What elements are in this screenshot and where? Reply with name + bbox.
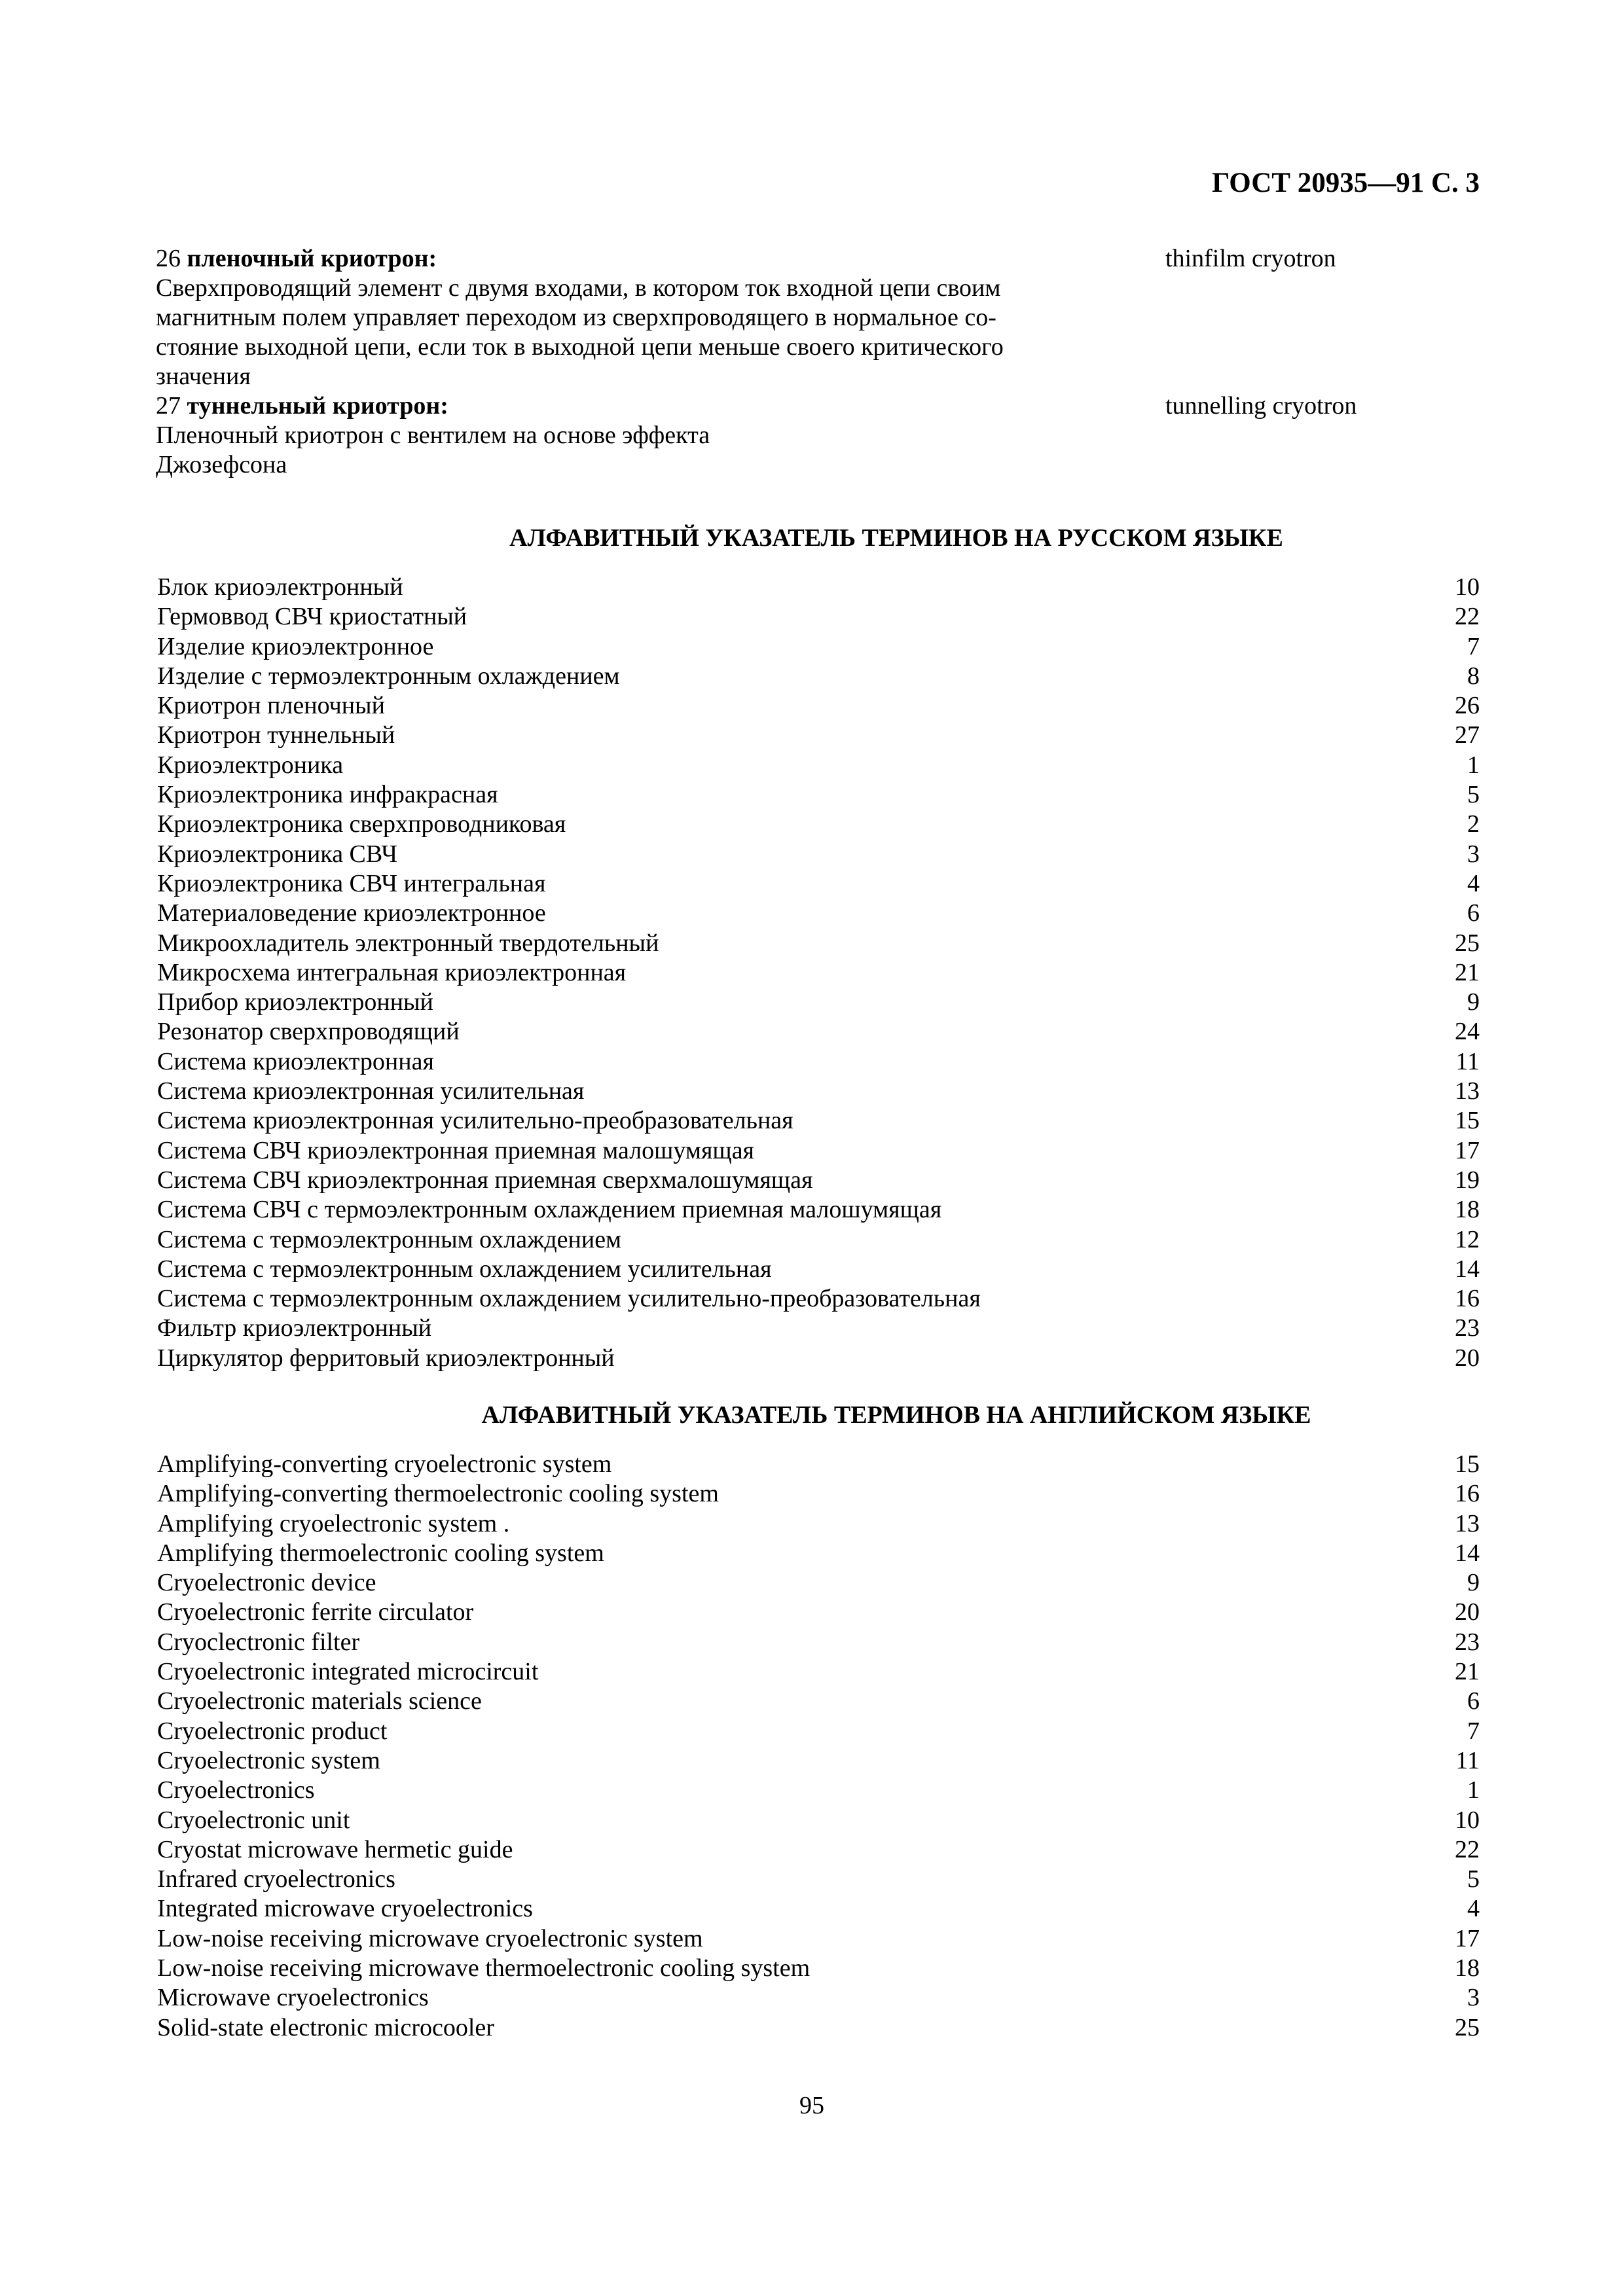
index-term: Low-noise receiving microwave thermoelectronic cooling system bbox=[157, 1954, 811, 1982]
index-number: 21 bbox=[1455, 958, 1480, 986]
english-index-list bbox=[157, 1450, 1480, 2043]
index-entry bbox=[157, 1077, 1480, 1106]
index-term: Система СВЧ криоэлектронная приемная малошумящая bbox=[157, 1136, 755, 1164]
index-term: Микросхема интегральная криоэлектронная bbox=[157, 958, 627, 986]
index-entry bbox=[157, 2013, 1480, 2043]
term-entry-26 bbox=[156, 244, 1216, 391]
index-number: 4 bbox=[1467, 869, 1480, 897]
term-definition-line: Джозефсона bbox=[156, 451, 287, 478]
russian-index-list bbox=[157, 573, 1480, 1373]
index-entry bbox=[157, 899, 1480, 928]
document-header: ГОСТ 20935—91 С. 3 bbox=[1211, 168, 1480, 198]
index-term: Cryostat microwave hermetic guide bbox=[157, 1835, 513, 1863]
index-term: Криоэлектроника СВЧ bbox=[157, 840, 398, 868]
index-entry bbox=[157, 1894, 1480, 1924]
index-number: 10 bbox=[1455, 1806, 1480, 1834]
index-number: 26 bbox=[1455, 692, 1480, 720]
index-number: 2 bbox=[1467, 810, 1480, 838]
index-term: Изделие криоэлектронное bbox=[157, 632, 434, 660]
index-number: 9 bbox=[1467, 1569, 1480, 1597]
index-term: Система СВЧ криоэлектронная приемная сверхмалошумящая bbox=[157, 1166, 813, 1194]
index-term: Криотрон туннельный bbox=[157, 721, 395, 749]
index-entry bbox=[157, 869, 1480, 899]
index-term: Cryoelectronics bbox=[157, 1776, 315, 1804]
index-entry bbox=[157, 1450, 1480, 1479]
term-english-26: thinfilm cryotron bbox=[1165, 245, 1336, 272]
index-entry bbox=[157, 1687, 1480, 1716]
index-entry bbox=[157, 721, 1480, 750]
index-term: Система с термоэлектронным охлаждением bbox=[157, 1225, 622, 1253]
term-english-27: tunnelling cryotron bbox=[1165, 392, 1357, 420]
index-entry bbox=[157, 1017, 1480, 1047]
index-entry bbox=[157, 958, 1480, 988]
index-number: 3 bbox=[1467, 1984, 1480, 2012]
index-entry bbox=[157, 1806, 1480, 1835]
index-term: Криоэлектроника bbox=[157, 751, 344, 779]
index-number: 14 bbox=[1455, 1255, 1480, 1283]
index-term: Cryoelectronic ferrite circulator bbox=[157, 1598, 474, 1626]
index-term: Прибор криоэлектронный bbox=[157, 988, 433, 1016]
index-number: 4 bbox=[1467, 1895, 1480, 1923]
index-term: Изделие с термоэлектронным охлаждением bbox=[157, 662, 620, 690]
index-term: Циркулятор ферритовый криоэлектронный bbox=[157, 1344, 615, 1372]
index-term: Cryoclectronic filter bbox=[157, 1628, 360, 1656]
index-entry bbox=[157, 1568, 1480, 1598]
index-entry bbox=[157, 1865, 1480, 1894]
index-number: 5 bbox=[1467, 1865, 1480, 1893]
index-number: 16 bbox=[1455, 1480, 1480, 1508]
term-heading bbox=[156, 244, 1216, 274]
term-definition-line: Пленочный криотрон с вентилем на основе эффекта bbox=[156, 422, 710, 449]
term-entry-27 bbox=[156, 391, 1216, 480]
index-number: 25 bbox=[1455, 929, 1480, 957]
index-number: 20 bbox=[1455, 1344, 1480, 1372]
index-entry bbox=[157, 1539, 1480, 1568]
index-number: 16 bbox=[1455, 1285, 1480, 1313]
index-entry bbox=[157, 573, 1480, 602]
index-term: Фильтр криоэлектронный bbox=[157, 1314, 432, 1342]
index-term: Криотрон пленочный bbox=[157, 692, 385, 720]
index-number: 1 bbox=[1467, 751, 1480, 779]
index-number: 10 bbox=[1455, 573, 1480, 601]
term-definition-line: Сверхпроводящий элемент с двумя входами, в котором ток входной цепи своим bbox=[156, 274, 1001, 302]
index-term: Amplifying cryoelectronic system . bbox=[157, 1509, 510, 1537]
index-number: 24 bbox=[1455, 1018, 1480, 1046]
index-term: Система криоэлектронная bbox=[157, 1047, 434, 1075]
index-entry bbox=[157, 929, 1480, 958]
index-entry bbox=[157, 1136, 1480, 1166]
index-entry bbox=[157, 691, 1480, 721]
index-number: 6 bbox=[1467, 899, 1480, 927]
index-entry bbox=[157, 1166, 1480, 1195]
index-number: 15 bbox=[1455, 1450, 1480, 1478]
index-entry bbox=[157, 1776, 1480, 1805]
index-term: Криоэлектроника инфракрасная bbox=[157, 781, 498, 809]
index-term: Cryoelectronic product bbox=[157, 1717, 388, 1745]
index-entry bbox=[157, 1344, 1480, 1373]
index-term: Cryoelectronic system bbox=[157, 1746, 380, 1774]
index-number: 23 bbox=[1455, 1628, 1480, 1656]
index-entry bbox=[157, 751, 1480, 780]
index-term: Amplifying thermoelectronic cooling system bbox=[157, 1539, 604, 1567]
index-entry bbox=[157, 1284, 1480, 1314]
index-entry bbox=[157, 1983, 1480, 2013]
index-number: 7 bbox=[1467, 1717, 1480, 1745]
term-heading bbox=[156, 391, 1216, 421]
russian-index-title: АЛФАВИТНЫЙ УКАЗАТЕЛЬ ТЕРМИНОВ НА РУССКОМ ЯЗЫКЕ bbox=[509, 524, 1283, 552]
index-term: Система СВЧ с термоэлектронным охлаждением приемная малошумящая bbox=[157, 1196, 942, 1224]
index-term: Микроохладитель электронный твердотельный bbox=[157, 929, 659, 957]
term-definition-line: значения bbox=[156, 363, 251, 390]
index-entry bbox=[157, 1835, 1480, 1865]
index-number: 6 bbox=[1467, 1687, 1480, 1715]
index-number: 13 bbox=[1455, 1509, 1480, 1537]
index-term: Система криоэлектронная усилительно-преобразовательная bbox=[157, 1107, 793, 1135]
index-term: Cryoelectronic unit bbox=[157, 1806, 350, 1834]
index-entry bbox=[157, 840, 1480, 869]
index-number: 8 bbox=[1467, 662, 1480, 690]
index-term: Infrared cryoelectronics bbox=[157, 1865, 395, 1893]
index-number: 9 bbox=[1467, 988, 1480, 1016]
index-entry bbox=[157, 1225, 1480, 1255]
index-entry bbox=[157, 1195, 1480, 1225]
index-number: 22 bbox=[1455, 1835, 1480, 1863]
index-number: 14 bbox=[1455, 1539, 1480, 1567]
index-number: 18 bbox=[1455, 1196, 1480, 1224]
index-term: Solid-state electronic microcooler bbox=[157, 2013, 494, 2041]
index-number: 18 bbox=[1455, 1954, 1480, 1982]
index-number: 5 bbox=[1467, 781, 1480, 809]
index-number: 27 bbox=[1455, 721, 1480, 749]
index-term: Блок криоэлектронный bbox=[157, 573, 403, 601]
index-entry bbox=[157, 810, 1480, 839]
index-term: Cryoelectronic materials science bbox=[157, 1687, 482, 1715]
index-term: Cryoelectronic device bbox=[157, 1569, 376, 1597]
index-term: Система с термоэлектронным охлаждением усилительно-преобразовательная bbox=[157, 1285, 981, 1313]
index-number: 11 bbox=[1455, 1746, 1480, 1774]
index-number: 20 bbox=[1455, 1598, 1480, 1626]
index-term: Резонатор сверхпроводящий bbox=[157, 1018, 460, 1046]
term-number: 27 bbox=[156, 392, 181, 420]
index-number: 25 bbox=[1455, 2013, 1480, 2041]
index-number: 1 bbox=[1467, 1776, 1480, 1804]
index-number: 7 bbox=[1467, 632, 1480, 660]
index-term: Cryoelectronic integrated microcircuit bbox=[157, 1658, 539, 1686]
index-entry bbox=[157, 1657, 1480, 1687]
index-entry bbox=[157, 662, 1480, 691]
index-number: 23 bbox=[1455, 1314, 1480, 1342]
index-number: 12 bbox=[1455, 1225, 1480, 1253]
index-term: Гермоввод СВЧ криостатный bbox=[157, 603, 467, 631]
index-entry bbox=[157, 1509, 1480, 1539]
index-term: Система криоэлектронная усилительная bbox=[157, 1077, 585, 1105]
index-entry bbox=[157, 1598, 1480, 1627]
index-entry bbox=[157, 1314, 1480, 1343]
index-entry bbox=[157, 1047, 1480, 1077]
index-number: 11 bbox=[1455, 1047, 1480, 1075]
index-entry bbox=[157, 1479, 1480, 1509]
index-term: Криоэлектроника СВЧ интегральная bbox=[157, 869, 546, 897]
index-entry bbox=[157, 988, 1480, 1017]
index-number: 17 bbox=[1455, 1924, 1480, 1952]
index-entry bbox=[157, 1628, 1480, 1657]
index-number: 3 bbox=[1467, 840, 1480, 868]
index-term: Материаловедение криоэлектронное bbox=[157, 899, 546, 927]
english-index-title: АЛФАВИТНЫЙ УКАЗАТЕЛЬ ТЕРМИНОВ НА АНГЛИЙСКОМ ЯЗЫКЕ bbox=[481, 1401, 1311, 1429]
index-number: 21 bbox=[1455, 1658, 1480, 1686]
index-number: 17 bbox=[1455, 1136, 1480, 1164]
index-entry bbox=[157, 780, 1480, 810]
term-definition-line: стояние выходной цепи, если ток в выходной цепи меньше своего критического bbox=[156, 333, 1004, 361]
index-term: Amplifying-converting cryoelectronic system bbox=[157, 1450, 612, 1478]
page-number: 95 bbox=[799, 2092, 824, 2119]
index-entry bbox=[157, 1954, 1480, 1983]
term-title: пленочный криотрон: bbox=[187, 245, 437, 272]
index-entry bbox=[157, 602, 1480, 632]
index-number: 22 bbox=[1455, 603, 1480, 631]
index-entry bbox=[157, 632, 1480, 662]
term-title: туннельный криотрон: bbox=[187, 392, 448, 420]
term-number: 26 bbox=[156, 245, 181, 272]
index-term: Low-noise receiving microwave cryoelectronic system bbox=[157, 1924, 703, 1952]
index-number: 19 bbox=[1455, 1166, 1480, 1194]
index-entry bbox=[157, 1255, 1480, 1284]
index-number: 13 bbox=[1455, 1077, 1480, 1105]
index-entry bbox=[157, 1924, 1480, 1954]
index-entry bbox=[157, 1746, 1480, 1776]
term-definition-line: магнитным полем управляет переходом из сверхпроводящего в нормальное со- bbox=[156, 304, 996, 331]
index-entry bbox=[157, 1106, 1480, 1136]
index-term: Amplifying-converting thermoelectronic cooling system bbox=[157, 1480, 719, 1508]
index-term: Криоэлектроника сверхпроводниковая bbox=[157, 810, 566, 838]
index-term: Microwave cryoelectronics bbox=[157, 1984, 429, 2012]
index-term: Integrated microwave cryoelectronics bbox=[157, 1895, 533, 1923]
index-term: Система с термоэлектронным охлаждением усилительная bbox=[157, 1255, 772, 1283]
index-number: 15 bbox=[1455, 1107, 1480, 1135]
index-entry bbox=[157, 1717, 1480, 1746]
